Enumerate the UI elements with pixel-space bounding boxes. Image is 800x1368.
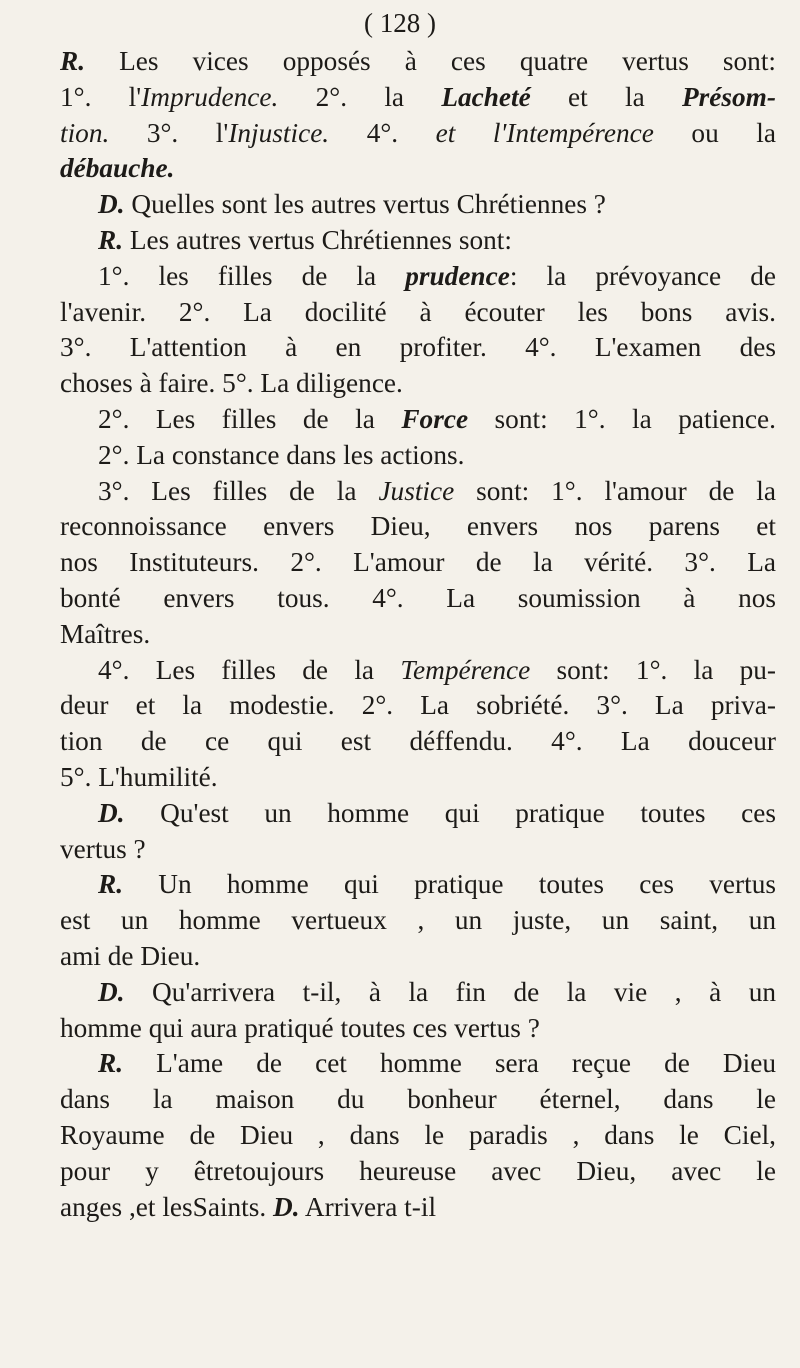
text-line xyxy=(60,724,776,760)
text-span: Maîtres. xyxy=(60,618,151,649)
text-span: prudence xyxy=(405,260,510,291)
text-span: R. xyxy=(98,1048,124,1079)
text-line xyxy=(60,581,776,617)
text-line xyxy=(60,438,776,474)
text-line xyxy=(60,509,776,545)
text-span: Force xyxy=(401,403,469,434)
text-span: D. xyxy=(98,797,125,828)
text-span: dans la maison du bonheur éternel, dans le xyxy=(60,1084,776,1115)
text-span: sont: 1°. l'amour de la xyxy=(454,475,776,506)
text-span: Un homme qui pratique toutes ces vertus xyxy=(123,869,776,900)
text-line xyxy=(60,295,776,331)
text-span: reconnoissance envers Dieu, envers nos parens et xyxy=(60,511,776,542)
text-span: vertus ? xyxy=(60,833,146,864)
text-span: sont: 1°. la pu- xyxy=(530,654,776,685)
text-span: ami de Dieu. xyxy=(60,940,201,971)
text-span: 3°. l' xyxy=(109,117,229,148)
text-span: Justice xyxy=(378,475,455,506)
text-span: Qu'est un homme qui pratique toutes ces xyxy=(124,797,776,828)
text-span: L'ame de cet homme sera reçue de Dieu xyxy=(123,1048,776,1079)
text-span: 2°. Les filles de la xyxy=(98,403,402,434)
text-line xyxy=(60,617,776,653)
text-span: Tempérence xyxy=(400,654,531,685)
text-line xyxy=(60,1046,776,1082)
text-line xyxy=(60,187,776,223)
text-span: Qu'arrivera t-il, à la fin de la vie , à un xyxy=(124,976,776,1007)
text-span: 1°. l' xyxy=(60,81,142,112)
text-span: : la prévoyance de xyxy=(509,260,776,291)
text-span: pour y êtretoujours heureuse avec Dieu, avec le xyxy=(60,1155,776,1186)
text-span: D. xyxy=(98,189,125,220)
text-span: et l'Intempérence xyxy=(435,117,654,148)
text-line xyxy=(60,259,776,295)
text-line xyxy=(60,760,776,796)
text-span: sont: 1°. la patience. xyxy=(468,403,776,434)
text-span: tion de ce qui est déffendu. 4°. La douceur xyxy=(60,726,776,757)
text-line xyxy=(60,832,776,868)
text-span: Imprudence. xyxy=(141,81,279,112)
text-span: ou la xyxy=(653,117,776,148)
page-body-text xyxy=(60,44,776,1225)
text-line xyxy=(60,688,776,724)
text-span: R. xyxy=(60,46,86,76)
text-span: choses à faire. 5°. La diligence. xyxy=(60,368,403,399)
text-span: 5°. L'humilité. xyxy=(60,761,218,792)
text-line xyxy=(60,545,776,581)
text-line xyxy=(60,796,776,832)
text-span: Quelles sont les autres vertus Chrétiennes ? xyxy=(124,189,606,220)
text-line xyxy=(60,223,776,259)
text-line xyxy=(60,151,776,187)
text-span: 1°. les filles de la xyxy=(98,260,406,291)
text-span: 2°. La constance dans les actions. xyxy=(98,439,465,470)
text-span: 4°. xyxy=(329,117,436,148)
page-number-header: ( 128 ) xyxy=(364,8,436,38)
text-span: 3°. Les filles de la xyxy=(98,475,379,506)
text-span: deur et la modestie. 2°. La sobriété. 3°. La priva- xyxy=(60,690,776,721)
text-line xyxy=(60,903,776,939)
text-line xyxy=(60,1190,776,1226)
text-span: bonté envers tous. 4°. La soumission à nos xyxy=(60,582,776,613)
text-line xyxy=(60,867,776,903)
text-span: anges ,et lesSaints. xyxy=(60,1191,267,1222)
text-span: D. xyxy=(98,976,125,1007)
text-span: nos Instituteurs. 2°. L'amour de la vérité. 3°. La xyxy=(60,547,776,578)
text-line xyxy=(60,330,776,366)
text-line xyxy=(60,1082,776,1118)
text-span: Royaume de Dieu , dans le paradis , dans le Ciel, xyxy=(60,1119,776,1150)
text-line xyxy=(60,653,776,689)
text-span: tion. xyxy=(60,117,110,148)
text-span: Lacheté xyxy=(441,81,531,112)
text-line xyxy=(60,1154,776,1190)
text-span: débauche. xyxy=(60,153,175,184)
text-line xyxy=(60,939,776,975)
text-span: R. xyxy=(98,869,124,900)
text-span: 4°. Les filles de la xyxy=(98,654,401,685)
text-line xyxy=(60,1011,776,1047)
text-line xyxy=(60,116,776,152)
text-span: est un homme vertueux , un juste, un saint, un xyxy=(60,905,776,936)
text-span: Présom- xyxy=(682,81,777,112)
text-span: R. xyxy=(98,224,124,255)
text-span: Les vices opposés à ces quatre vertus sont: xyxy=(85,46,776,76)
text-line xyxy=(60,80,776,116)
text-span: Arrivera t-il xyxy=(299,1191,437,1222)
text-span: l'avenir. 2°. La docilité à écouter les bons avis. xyxy=(60,296,776,327)
text-line xyxy=(60,402,776,438)
text-line xyxy=(60,975,776,1011)
text-span: Les autres vertus Chrétiennes sont: xyxy=(123,224,512,255)
text-span: Injustice. xyxy=(228,117,330,148)
text-line xyxy=(60,474,776,510)
text-line xyxy=(60,1118,776,1154)
text-line xyxy=(60,366,776,402)
text-span: D. xyxy=(273,1191,300,1222)
text-span: 3°. L'attention à en profiter. 4°. L'examen des xyxy=(60,332,776,363)
text-span: 2°. la xyxy=(278,81,442,112)
text-span: et la xyxy=(530,81,682,112)
text-span: homme qui aura pratiqué toutes ces vertus ? xyxy=(60,1012,540,1043)
text-line xyxy=(60,44,776,80)
